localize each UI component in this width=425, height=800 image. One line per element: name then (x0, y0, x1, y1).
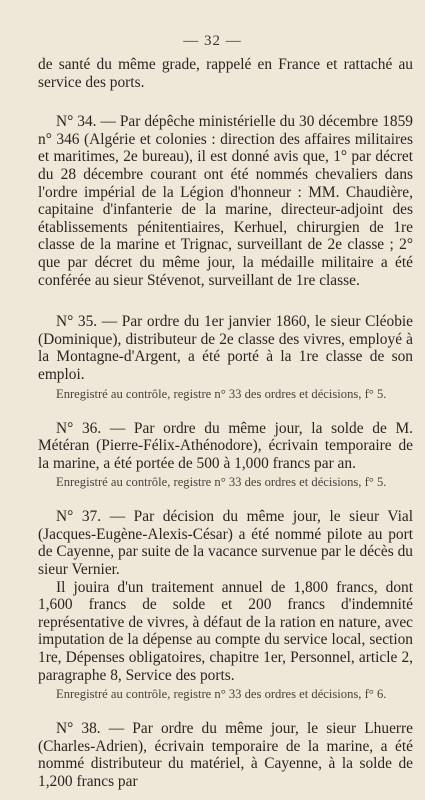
entry-37-registration: Enregistré au contrôle, registre n° 33 des ordres et décisions, f° 6. (56, 687, 387, 702)
entry-continuation: de santé du même grade, rappelé en France et rattaché au service des ports. (38, 56, 413, 91)
entry-38: N° 38. — Par ordre du même jour, le sieur Lhuerre (Charles-Adrien), écrivain temporaire de la marine, a été nommé distributeur du matériel, à Cayenne, à la solde de 1,200 francs par (38, 720, 413, 790)
entry-36-registration: Enregistré au contrôle, registre n° 33 des ordres et décisions, f° 5. (56, 475, 387, 490)
page-number: — 32 — (183, 33, 242, 49)
entry-35: N° 35. — Par ordre du 1er janvier 1860, le sieur Cléobie (Dominique), distributeur de 2e classe des vivres, employé à la Montagne-d'Argent, a été porté à la 1re classe de son emploi. (38, 313, 413, 383)
page-body (38, 56, 413, 791)
entry-37: N° 37. — Par décision du même jour, le sieur Vial (Jacques-Eugène-Alexis-César) a été nommé pilote au port de Cayenne, par suite de la vacance survenue par le décès du sieur Vernier. (38, 508, 413, 579)
entry-35-registration: Enregistré au contrôle, registre n° 33 des ordres et décisions, f° 5. (56, 386, 387, 401)
entry-34: N° 34. — Par dépêche ministérielle du 30 décembre 1859 n° 346 (Algérie et colonies : direction des affaires militaires et maritimes, 2e bureau), il est donné avis que, 1° par décret du 28 décembre courant ont été nommés chevaliers dans l'ordre impérial de la Légion d'honneur : MM. Chaudière, capitaine d'infanterie de la marine, directeur-adjoint des établissements pénitentiaires, Kerhuel, chirurgien de 1re classe de la marine et Trignac, surveillant de 2e classe ; 2° que par décret du même jour, la médaille militaire a été conférée au sieur Stévenot, surveillant de 1re classe. (38, 113, 413, 289)
entry-36: N° 36. — Par ordre du même jour, la solde de M. Météran (Pierre-Félix-Athénodore), écrivain temporaire de la marine, a été portée de 500 à 1,000 francs par an. (38, 419, 413, 472)
entry-37-continued: Il jouira d'un traitement annuel de 1,800 francs, dont 1,600 francs de solde et 200 francs d'indemnité représentative de vivres, à défaut de la ration en nature, avec imputation de la dépense au compte du service local, section 1re, Dépenses obligatoires, chapitre 1er, Personnel, article 2, paragraphe 8, Service des ports. (38, 578, 413, 684)
